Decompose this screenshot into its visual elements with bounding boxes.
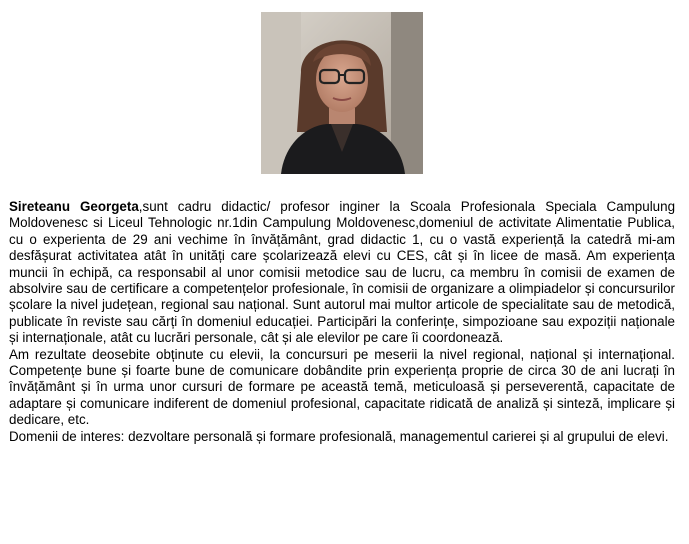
portrait-photo-icon [261,12,423,174]
bio-text [9,199,675,445]
bio-paragraph-3: Domenii de interes: dezvoltare personală și formare profesională, managementul carierei și al grupului de elevi. [9,428,669,444]
bio-paragraph-2: Am rezultate deosebite obținute cu elevii, la concursuri pe meserii la nivel regional, național și internațional. Competențe bune și foarte bune de comunicare dobândite prin experiența proprie de circa 30 de ani lucrați în învățământ și în urma unor cursuri de formare pe această temă, meticuloasă și perseverentă, capacitate de adaptare și comunicare indiferent de domeniul profesional, capacitate ridicată de analiză și sinteză, implicare și dedicare, etc. [9,346,675,428]
bio-paragraph-1 [9,199,675,347]
profile-photo [261,12,423,174]
bio-paragraph-1-text: ,sunt cadru didactic/ profesor inginer la Scoala Profesionala Speciala Campulung Moldovenesc si Liceul Tehnologic nr.1din Campulung Moldovenesc,domeniul de activitate Alimentatie Publica, cu o experienta de 29 ani vechime în învățământ, grad didactic 1, cu o vastă experiență la catedră mi-am desfășurat activitatea atât în unități care școlarizează elevi cu CES, cât și în licee de masă. Am experiența muncii în echipă, ca responsabil al unor comisii metodice sau de lucru, ca membru în comisii de examen de absolvire sau de certificare a competențelor profesionale, în comisii de organizare a olimpiadelor și concursurilor școlare la nivel județean, regional sau național. Sunt autorul mai multor articole de specialitate sau de metodică, publicate în reviste sau cărți în domeniul educației. Participări la conferințe, simpozioane sau expoziții naționale și internaționale, atât cu lucrări personale, cât și ale elevilor pe care îi coordonează. [9,199,676,346]
person-name: Sireteanu Georgeta [9,199,139,214]
